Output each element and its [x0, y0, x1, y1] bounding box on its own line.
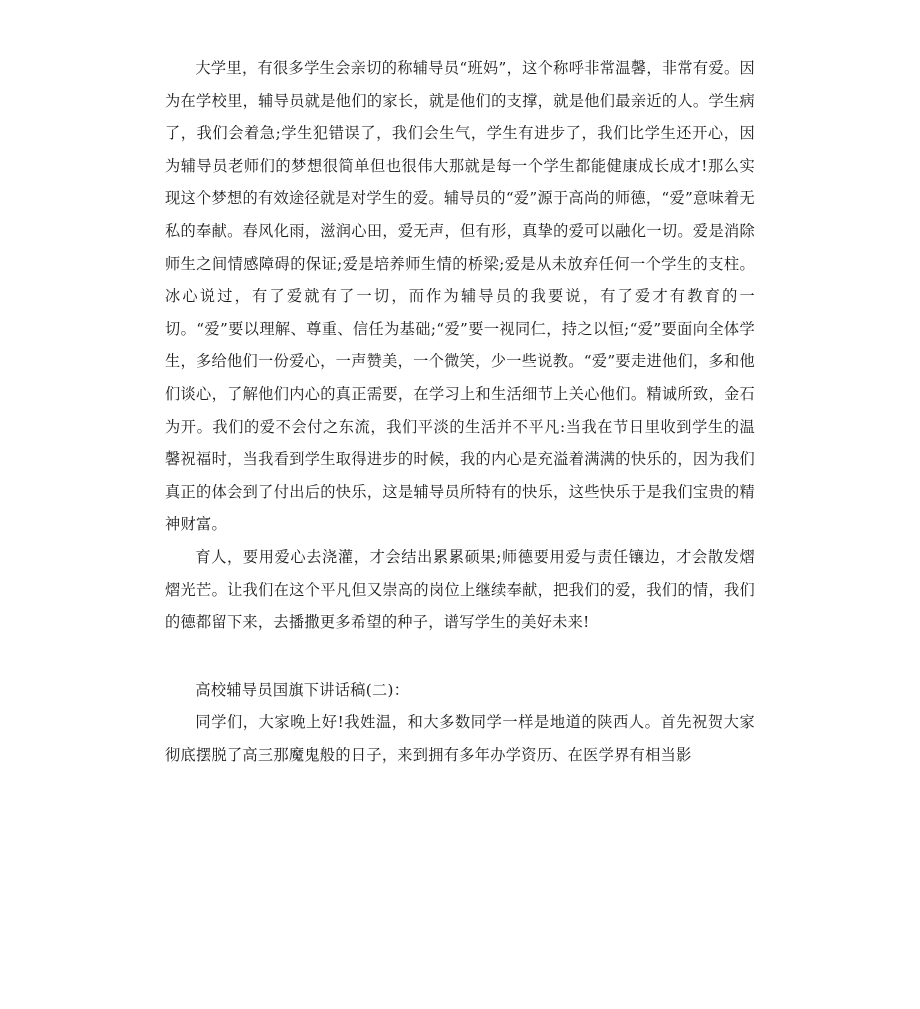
- document-page: [165, 52, 755, 771]
- paragraph-1: 大学里，有很多学生会亲切的称辅导员“班妈”，这个称呼非常温馨，非常有爱。因为在学校里，辅导员就是他们的家长，就是他们的支撑，就是他们最亲近的人。学生病了，我们会着急;学生犯错误了，我们会生气，学生有进步了，我们比学生还开心，因为辅导员老师们的梦想很简单但也很伟大那就是每一个学生都能健康成长成才!那么实现这个梦想的有效途径就是对学生的爱。辅导员的“爱”源于高尚的师德，“爱”意味着无私的奉献。春风化雨，滋润心田，爱无声，但有形，真挚的爱可以融化一切。爱是消除师生之间情感障碍的保证;爱是培养师生情的桥梁;爱是从未放弃任何一个学生的支柱。冰心说过，有了爱就有了一切，而作为辅导员的我要说，有了爱才有教育的一切。“爱”要以理解、尊重、信任为基础;“爱”要一视同仁，持之以恒;“爱”要面向全体学生，多给他们一份爱心，一声赞美，一个微笑，少一些说教。“爱”要走进他们，多和他们谈心，了解他们内心的真正需要，在学习上和生活细节上关心他们。精诚所致，金石为开。我们的爱不会付之东流，我们平淡的生活并不平凡:当我在节日里收到学生的温馨祝福时，当我看到学生取得进步的时候，我的内心是充溢着满满的快乐的，因为我们真正的体会到了付出后的快乐，这是辅导员所特有的快乐，这些快乐于是我们宝贵的精神财富。: [165, 59, 755, 534]
- paragraph-3: 同学们，大家晚上好!我姓温，和大多数同学一样是地道的陕西人。首先祝贺大家彻底摆脱了高三那魔鬼般的日子，来到拥有多年办学资历、在医学界有相当影: [165, 713, 755, 764]
- section-title: 高校辅导员国旗下讲话稿(二)：: [195, 680, 410, 699]
- paragraph-2: 育人，要用爱心去浇灌，才会结出累累硕果;师德要用爱与责任镶边，才会散发熠熠光芒。让我们在这个平凡但又崇高的岗位上继续奉献，把我们的爱，我们的情，我们的德都留下来，去播撒更多希望的种子，谱写学生的美好未来!: [165, 547, 755, 632]
